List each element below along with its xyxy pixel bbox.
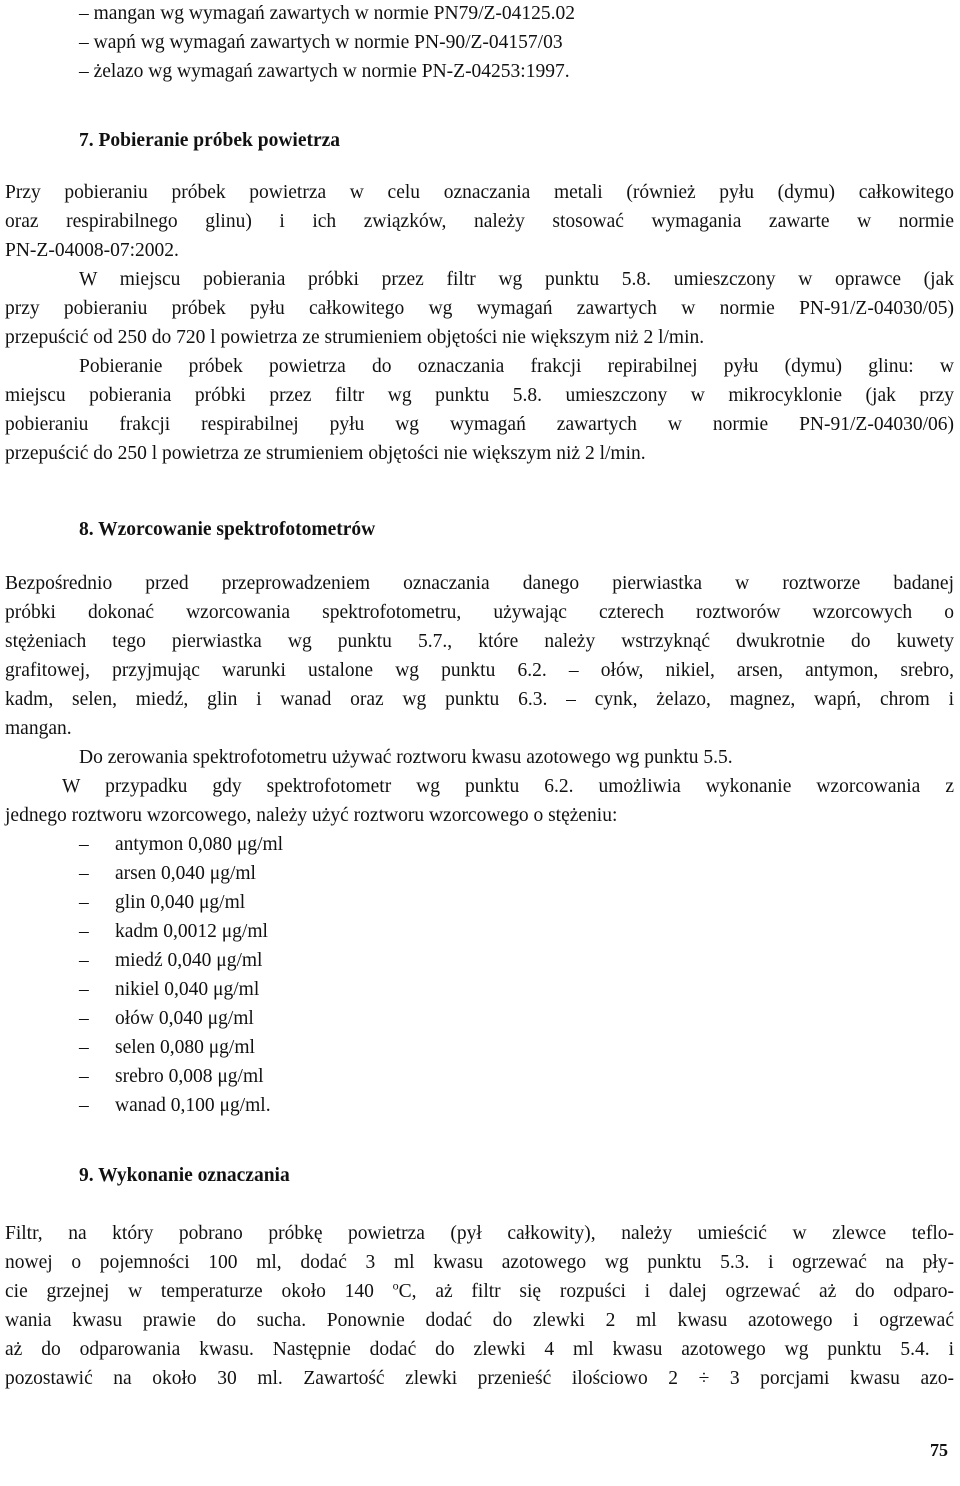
section-8-heading: 8. Wzorcowanie spektrofotometrów xyxy=(79,519,376,540)
list-item: antymon 0,080 μg/ml xyxy=(115,834,284,855)
section-7-line: przepuścić do 250 l powietrza ze strumieniem objętości nie większym niż 2 l/min. xyxy=(5,443,646,464)
section-7-line: przepuścić od 250 do 720 l powietrza ze strumieniem objętości nie większym niż 2 l/min. xyxy=(5,327,705,348)
list-dash: – xyxy=(79,921,89,942)
section-8-line: kadm, selen, miedź, glin i wanad oraz wg punktu 6.3. – cynk, żelazo, magnez, wapń, chrom i xyxy=(5,689,954,710)
section-7-line: Przy pobieraniu próbek powietrza w celu oznaczania metali (również pyłu (dymu) całkowitego xyxy=(5,182,954,203)
section-9-line: Filtr, na który pobrano próbkę powietrza (pył całkowity), należy umieścić w zlewce teflo- xyxy=(5,1223,954,1244)
section-7-heading: 7. Pobieranie próbek powietrza xyxy=(79,130,341,151)
list-dash: – xyxy=(79,950,89,971)
list-item: miedź 0,040 μg/ml xyxy=(115,950,263,971)
intro-item-zelazo: – żelazo wg wymagań zawartych w normie PN-Z-04253:1997. xyxy=(79,61,570,82)
section-7-line: przy pobieraniu próbek pyłu całkowitego wg wymagań zawartych w normie PN-91/Z-04030/05) xyxy=(5,298,954,319)
section-8-line: Bezpośrednio przed przeprowadzeniem oznaczania danego pierwiastka w roztworze badanej xyxy=(5,573,954,594)
list-item: srebro 0,008 μg/ml xyxy=(115,1066,264,1087)
list-item: arsen 0,040 μg/ml xyxy=(115,863,256,884)
list-dash: – xyxy=(79,834,89,855)
section-9-line: pozostawić na około 30 ml. Zawartość zlewki przenieść ilościowo 2 ÷ 3 porcjami kwasu azo- xyxy=(5,1368,954,1389)
list-item: selen 0,080 μg/ml xyxy=(115,1037,255,1058)
list-dash: – xyxy=(79,979,89,1000)
section-7-line: PN-Z-04008-07:2002. xyxy=(5,240,179,261)
section-7-line: miejscu pobierania próbki przez filtr wg punktu 5.8. umieszczony w mikrocyklonie (jak przy xyxy=(5,385,954,406)
degree-superscript: o xyxy=(392,1278,399,1293)
section-8-line: próbki dokonać wzorcowania spektrofotometru, używając czterech roztworów wzorcowych o xyxy=(5,602,954,623)
list-item: ołów 0,040 μg/ml xyxy=(115,1008,254,1029)
section-9-line-part: C, aż filtr się rozpuści i dalej ogrzewać aż do odparo- xyxy=(398,1281,954,1302)
list-item: nikiel 0,040 μg/ml xyxy=(115,979,260,1000)
list-dash: – xyxy=(79,1066,89,1087)
section-9-line: nowej o pojemności 100 ml, dodać 3 ml kwasu azotowego wg punktu 5.3. i ogrzewać na pły- xyxy=(5,1252,954,1273)
section-7-line: oraz respirabilnego glinu) i ich związków, należy stosować wymagania zawarte w normie xyxy=(5,211,954,232)
intro-item-wapn: – wapń wg wymagań zawartych w normie PN-90/Z-04157/03 xyxy=(79,32,563,53)
list-dash: – xyxy=(79,1037,89,1058)
section-8-line: mangan. xyxy=(5,718,72,739)
list-dash: – xyxy=(79,863,89,884)
section-7-line: pobieraniu frakcji respirabilnej pyłu wg wymagań zawartych w normie PN-91/Z-04030/06) xyxy=(5,414,954,435)
section-9-line-part: cie grzejnej w temperaturze około 140 xyxy=(5,1281,374,1302)
section-9-heading: 9. Wykonanie oznaczania xyxy=(79,1165,290,1186)
section-7-line: Pobieranie próbek powietrza do oznaczania frakcji repirabilnej pyłu (dymu) glinu: w xyxy=(79,356,954,377)
section-8-line: jednego roztworu wzorcowego, należy użyć roztworu wzorcowego o stężeniu: xyxy=(5,805,618,826)
list-dash: – xyxy=(79,1008,89,1029)
section-9-line: aż do odparowania kwasu. Następnie dodać do zlewki 4 ml kwasu azotowego wg punktu 5.4. i xyxy=(5,1339,954,1360)
list-item: wanad 0,100 μg/ml. xyxy=(115,1095,271,1116)
list-dash: – xyxy=(79,892,89,913)
section-8-line: grafitowej, przyjmując warunki ustalone wg punktu 6.2. – ołów, nikiel, arsen, antymon, srebro, xyxy=(5,660,954,681)
list-item: kadm 0,0012 μg/ml xyxy=(115,921,268,942)
section-8-line: W przypadku gdy spektrofotometr wg punktu 6.2. umożliwia wykonanie wzorcowania z xyxy=(62,776,954,797)
page-number: 75 xyxy=(930,1440,948,1460)
section-9-line xyxy=(5,1279,954,1305)
section-7-line: W miejscu pobierania próbki przez filtr wg punktu 5.8. umieszczony w oprawce (jak xyxy=(79,269,954,290)
list-item: glin 0,040 μg/ml xyxy=(115,892,246,913)
list-dash: – xyxy=(79,1095,89,1116)
section-8-line: stężeniach tego pierwiastka wg punktu 5.7., które należy wstrzyknąć dwukrotnie do kuwety xyxy=(5,631,954,652)
section-9-line: wania kwasu prawie do sucha. Ponownie dodać do zlewki 2 ml kwasu azotowego i ogrzewać xyxy=(5,1310,954,1331)
intro-item-mangan: – mangan wg wymagań zawartych w normie PN79/Z-04125.02 xyxy=(79,3,576,24)
section-8-line: Do zerowania spektrofotometru używać roztworu kwasu azotowego wg punktu 5.5. xyxy=(79,747,733,768)
